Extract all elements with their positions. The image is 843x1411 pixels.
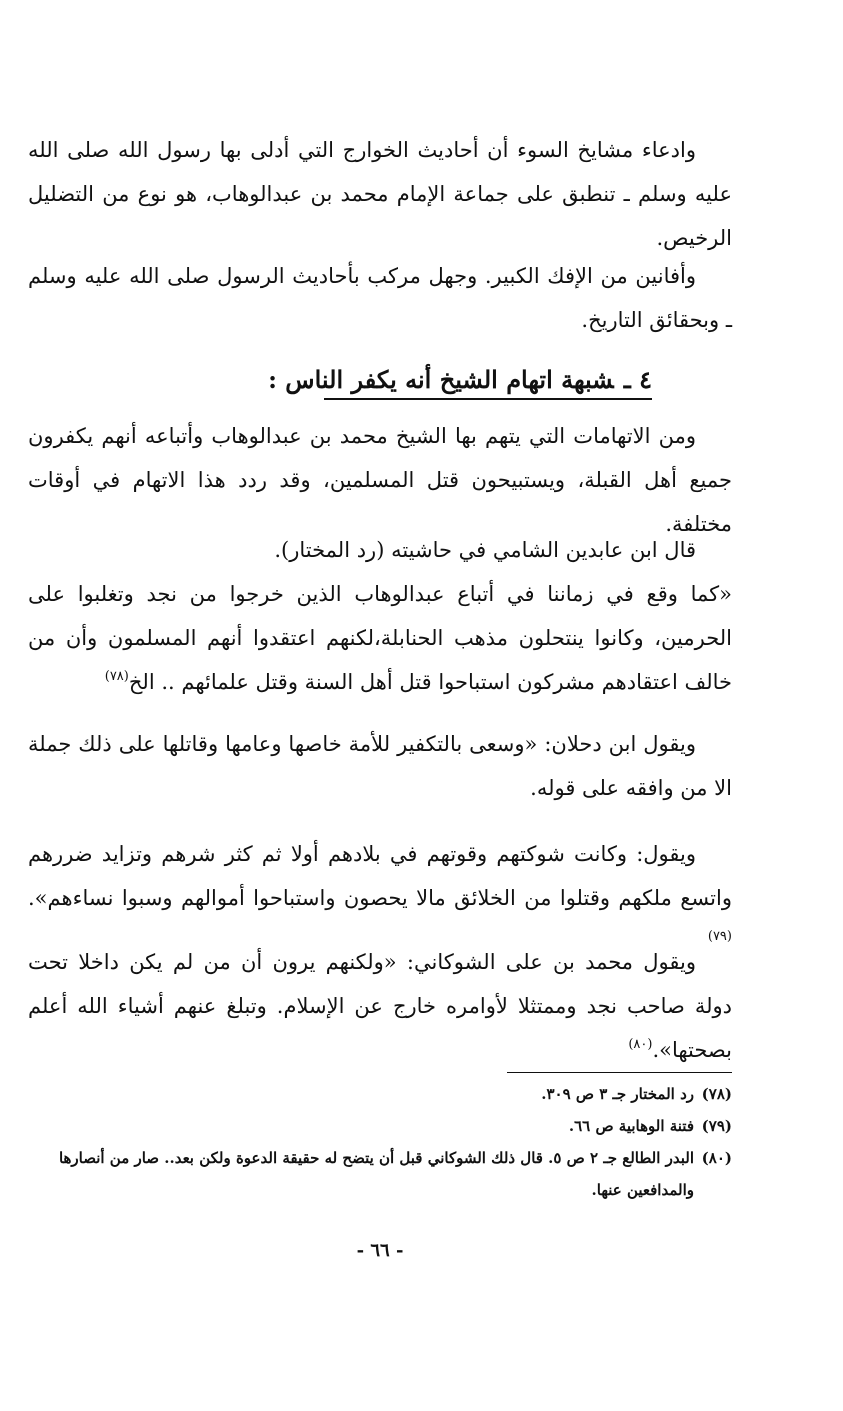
paragraph-text: قال ابن عابدين الشامي في حاشيته (رد المختار). bbox=[274, 538, 696, 562]
footnote-mark: (٧٨) bbox=[701, 1085, 732, 1103]
paragraph-text: «كما وقع في زماننا في أتباع عبدالوهاب الذين خرجوا من نجد وتغلبوا على الحرمين، وكانوا ينتحلون مذهب الحنابلة،لكنهم اعتقدوا أنهم المسلمون وأن من خالف اعتقادهم مشركون استباحوا قتل أهل السنة وقتل علمائهم .. الخ bbox=[28, 582, 732, 694]
paragraph-ibn-abidin bbox=[28, 528, 732, 572]
paragraph-text: ويقول: وكانت شوكتهم وقوتهم في بلادهم أولا ثم كثر شرهم وتزايد ضررهم واتسع ملكهم وقتلوا من الخلائق مالا يحصون واستباحوا أموالهم وسبوا نساءهم». bbox=[28, 842, 732, 910]
paragraph-slander bbox=[28, 254, 732, 342]
footnote-ref-78: (٧٨) bbox=[104, 669, 129, 684]
document-page bbox=[28, 0, 732, 1411]
footnote-ref-79: (٧٩) bbox=[707, 929, 732, 944]
paragraph-false-claims bbox=[28, 128, 732, 260]
footnote-text: البدر الطالع جـ ٢ ص ٥. قال ذلك الشوكاني قبل أن يتضح له حقيقة الدعوة ولكن بعد.. صار من أنصارها والمدافعين عنها. bbox=[58, 1149, 694, 1199]
paragraph-text: وأفانين من الإفك الكبير. وجهل مركب بأحاديث الرسول صلى الله عليه وسلم ـ وبحقائق التاريخ. bbox=[28, 264, 732, 332]
footnote-mark: (٧٩) bbox=[701, 1117, 732, 1135]
footnote-ref-80: (٨٠) bbox=[628, 1037, 653, 1052]
page-number: - ٦٦ - bbox=[356, 1240, 404, 1261]
footnote-mark: (٨٠) bbox=[701, 1149, 732, 1167]
section-number: ٤ ـ bbox=[623, 365, 652, 394]
paragraph-quote-ibn-abidin bbox=[28, 572, 732, 704]
paragraph-text: ويقول محمد بن على الشوكاني: «ولكنهم يرون أن من لم يكن داخلا تحت دولة صاحب نجد وممتثلا لأوامره خارج عن الإسلام. وتبلغ عنهم أشياء الله أعلم بصحتها». bbox=[28, 950, 732, 1062]
paragraph-text: وادعاء مشايخ السوء أن أحاديث الخوارج التي أدلى بها رسول الله صلى الله عليه وسلم ـ تنطبق على جماعة الإمام محمد بن عبدالوهاب، هو نوع من التضليل الرخيص. bbox=[28, 138, 732, 250]
paragraph-shawkani bbox=[28, 940, 732, 1072]
section-title: شبهة اتهام الشيخ أنه يكفر الناس : bbox=[268, 365, 614, 394]
footnote-79 bbox=[28, 1110, 732, 1142]
paragraph-text: ويقول ابن دحلان: «وسعى بالتكفير للأمة خاصها وعامها وقاتلها على ذلك جملة الا من وافقه على قوله. bbox=[28, 732, 732, 800]
footnote-80 bbox=[28, 1142, 732, 1206]
paragraph-ibn-dahlan bbox=[28, 722, 732, 810]
footnote-78 bbox=[28, 1078, 732, 1110]
section-heading bbox=[268, 360, 652, 400]
paragraph-text: ومن الاتهامات التي يتهم بها الشيخ محمد بن عبدالوهاب وأتباعه أنهم يكفرون جميع أهل القبلة، ويستبيحون قتل المسلمين، وقد ردد هذا الاتهام في أوقات مختلفة. bbox=[28, 424, 732, 536]
paragraph-accusations bbox=[28, 414, 732, 546]
footnote-text: رد المختار جـ ٣ ص ٣٠٩. bbox=[541, 1085, 694, 1103]
footnote-text: فتنة الوهابية ص ٦٦. bbox=[568, 1117, 694, 1135]
footnote-separator bbox=[507, 1072, 732, 1073]
heading-underline bbox=[324, 398, 652, 400]
